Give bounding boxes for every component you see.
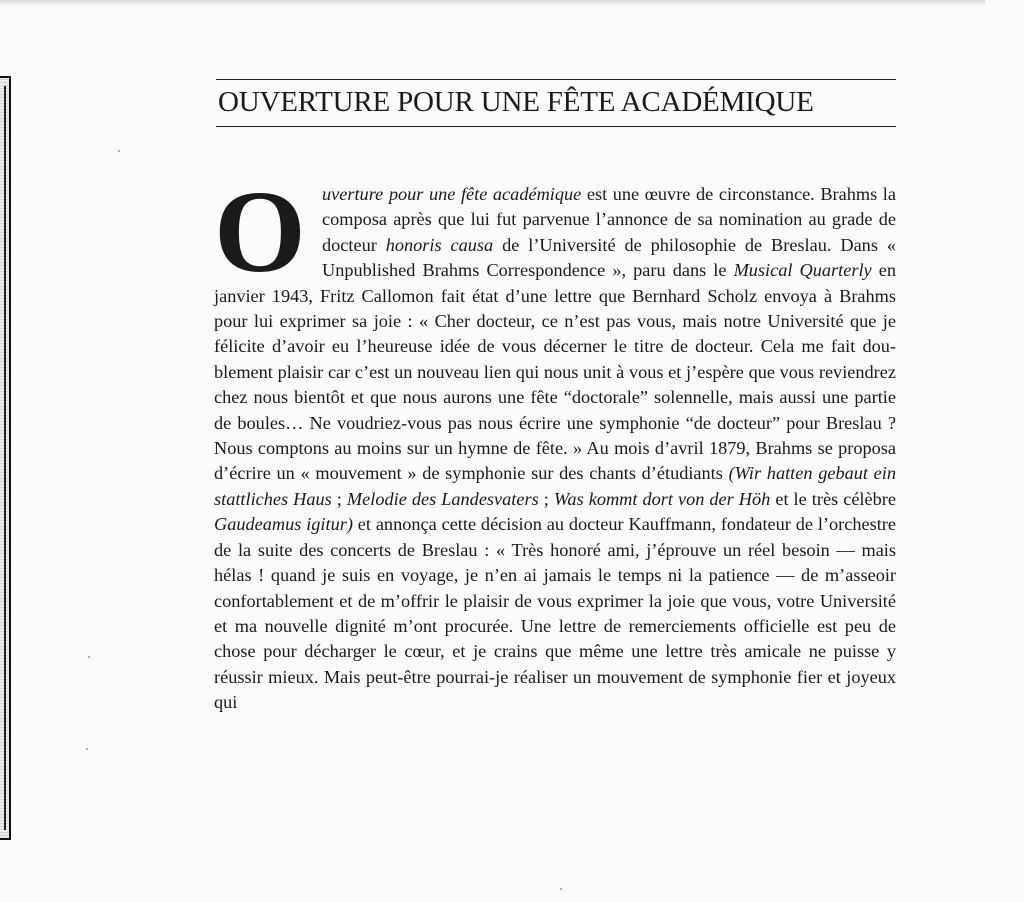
italic-text-segment: Was kommt dort von der Höh [553,488,771,509]
title-block [216,79,896,127]
text-segment: en janvier 1943, Fritz Callomon fait état d’une lettre que Bernhard Scholz envoya à Brahms pour lui exprimer sa joie : « Cher docteur, ce n’est pas vous, mais notre Université que je félicite d’avoir eu l’heureuse idée de vous décerner le titre de docteur. Cela me fait doublement plaisir car c’est un nouveau lien qui nous unit à vous et j’espère que vous reviendrez chez nous bientôt et que nous aurons une fête “doctorale” solennelle, mais aussi une partie de boules… Ne voudriez-vous pas nous écrire une symphonie “de docteur” pour Breslau ? Nous comptons au moins sur un hymne de fête. » Au mois d’avril 1879, Brahms se proposa d’écrire un « mouvement » de symphonie sur des chants d’étudiants [214,260,896,484]
paper-speck [118,150,120,152]
paper-speck [560,888,562,890]
italic-text-segment: Gaudeamus igitur) [214,514,353,535]
text-segment: de l’Université de philosophie de Breslau. Dans « Unpublished Brahms Correspondence », paru dans le [322,234,896,281]
italic-text-segment: uverture pour une fête académique [322,184,582,204]
text-segment: ; [331,488,347,509]
page-top-edge [0,0,985,5]
text-segment: est une œuvre de circonstance. Brahms la composa après que lui fut parvenue l’annonce de sa nomination au grade de docteur [322,184,896,255]
page-title: OUVERTURE POUR UNE FÊTE ACADÉMIQUE [218,86,814,118]
paper-speck [86,748,88,750]
text-segment: et annonça cette décision au docteur Kauffmann, fondateur de l’orchestre de la suite des concerts de Breslau : « Très honoré ami, j’éprouve un réel besoin — mais hélas ! quand je suis en voyage, je n’en ai jamais le temps ni la patience — de m’asseoir confortablement et de m’offrir le plaisir de vous exprimer la joie que vous, votre Université et ma nouvelle dignité m’ont procurée. Une lettre de remerciements officielle est peu de chose pour décharger le cœur, et je crains que même une lettre très amicale ne puisse y réussir mieux. Mais peut-être pourrai-je réaliser un mouvement de symphonie fier et joyeux qui [214,514,896,713]
text-segment: et le très célèbre [770,488,896,509]
article-paragraph [214,166,896,716]
adjacent-page-frame [0,76,11,840]
italic-text-segment: Musical Quarterly [733,260,872,281]
italic-text-segment: Melodie des Landesvaters [346,488,539,509]
text-segment: ; [538,488,554,509]
italic-text-segment: (Wir hatten gebaut ein stattliches Haus [214,463,896,509]
drop-cap: O [214,166,306,297]
paper-speck [88,656,90,658]
italic-text-segment: honoris causa [385,234,494,255]
